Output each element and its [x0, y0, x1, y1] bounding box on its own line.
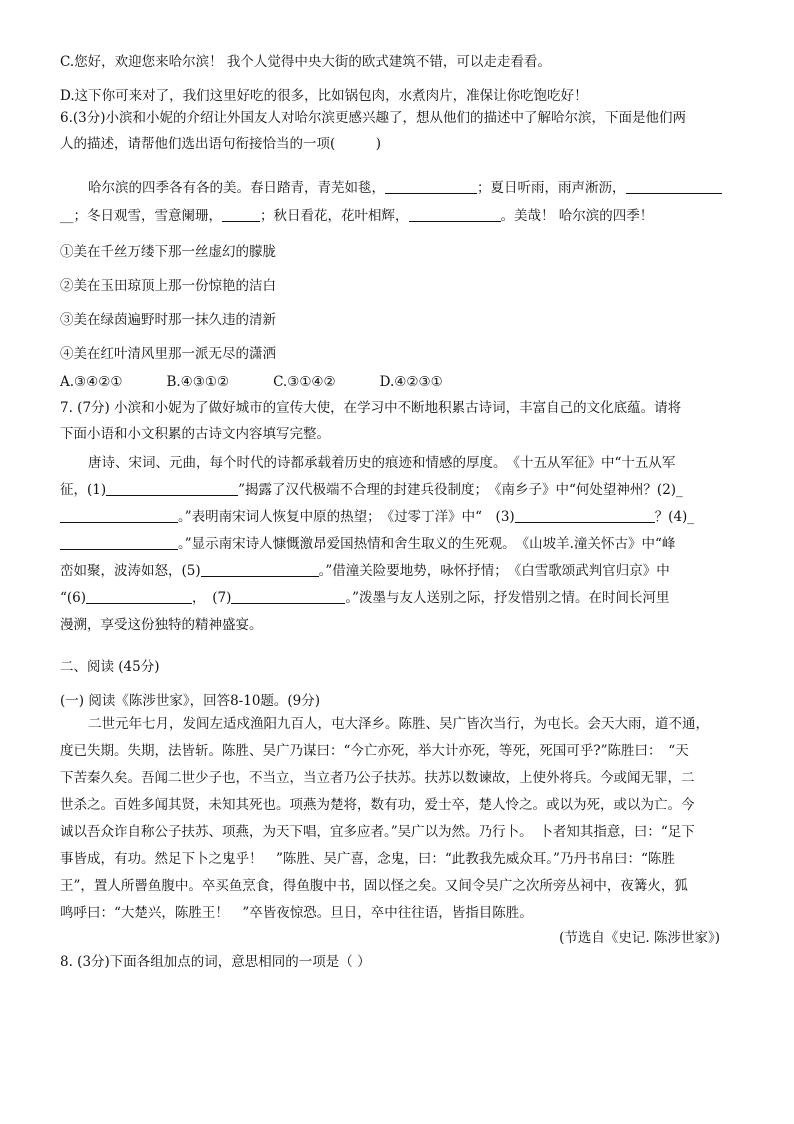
passage-line: 事皆成，有功。然足下卜之鬼乎！ ”陈胜、吴广喜，念鬼，曰：“此教我先威众耳。”乃丹书帛曰：“陈胜: [60, 851, 675, 867]
q7-blank-4[interactable]: [60, 535, 178, 550]
q7-text: 。”泼墨与友人送别之际，抒发惜别之情。在时间长河里: [345, 590, 670, 606]
q7-blank-7[interactable]: [231, 589, 345, 604]
q6-item-4: ④美在红叶清风里那一派无尽的潇洒: [60, 346, 276, 362]
q7-text-line-7: 漫溯，享受这份独特的精神盛宴。: [60, 617, 263, 633]
q6-item-1: ①美在千丝万缕下那一丝虚幻的朦胧: [60, 244, 276, 260]
q6-passage-text: 。美哉！ 哈尔滨的四季！: [500, 208, 654, 224]
passage-line: 世杀之。百姓多闻其贤，未知其死也。项燕为楚将，数有功，爱士卒，楚人怜之。或以为死，或以为亡。今: [60, 797, 695, 813]
passage-line: 下苦秦久矣。吾闻二世少子也，不当立，当立者乃公子扶苏。扶苏以数谏故，上使外将兵。今或闻无罪，二: [60, 770, 695, 786]
q7-text: 。”借潼关险要地势，咏怀抒情； 《白雪歌颂武判官归京》中: [318, 563, 670, 579]
q7-text-line-2: [60, 480, 683, 500]
q6-item-2: ②美在玉田琼顶上那一份惊艳的洁白: [60, 278, 276, 294]
q7-blank-3[interactable]: [515, 508, 655, 523]
passage-line: 鸣呼曰：“大楚兴，陈胜王！ ”卒皆夜惊恐。旦日，卒中往往语，皆指目陈胜。: [60, 905, 533, 921]
q7-blank-6[interactable]: [86, 589, 192, 604]
q6-option-a[interactable]: A.③④②①: [60, 374, 123, 390]
q6-blank-3[interactable]: [222, 207, 260, 222]
q6-passage-line-1: [88, 178, 722, 198]
passage-source: (节选自《史记. 陈涉世家》): [559, 930, 720, 946]
q7-text-line-6: [60, 588, 670, 608]
q7-text-line-4: [60, 534, 675, 554]
q6-blank-2[interactable]: [626, 179, 722, 194]
q6-blank-4[interactable]: [409, 207, 501, 222]
q7-blank-5[interactable]: [201, 562, 319, 577]
q5-option-c: C.您好，欢迎您来哈尔滨！ 我个人觉得中央大街的欧式建筑不错，可以走走看看。: [60, 54, 551, 70]
q7-stem-line-2: 下面小语和小文积累的古诗文内容填写完整。: [60, 426, 330, 442]
q6-options: [60, 372, 487, 392]
passage-line: 度已失期。失期，法皆斩。陈胜、吴广乃谋曰：“今亡亦死，举大计亦死，等死，死国可乎?”陈胜曰： “天: [60, 743, 689, 759]
q6-stem-line-1: 6.(3分)小滨和小妮的介绍让外国友人对哈尔滨更感兴趣了，想从他们的描述中了解哈尔滨，下面是他们两: [60, 110, 687, 126]
reading-1-heading: (一) 阅读《陈涉世家》，回答8-10题。(9分): [60, 693, 321, 709]
q7-text-line-5: [60, 561, 670, 581]
q6-passage-text: ；秋日看花，花叶相辉，: [260, 208, 409, 224]
q6-passage-text: __；冬日观雪，雪意阑珊，: [60, 208, 222, 224]
q7-text: 峦如聚，波涛如怒，(5): [60, 563, 201, 579]
q6-passage-line-2: [60, 206, 653, 226]
q7-blank-2[interactable]: [60, 508, 178, 523]
q7-text: 征，(1): [60, 482, 107, 498]
q7-text: ？(4)_: [654, 509, 695, 525]
passage-line: 王”，置人所罾鱼腹中。卒买鱼烹食，得鱼腹中书，固以怪之矣。又间令吴广之次所旁丛祠中，夜篝火，狐: [60, 878, 688, 894]
passage-line: 二世元年七月，发闾左适戍渔阳九百人，屯大泽乡。陈胜、吴广皆次当行，为屯长。会天大雨，道不通，: [88, 716, 709, 732]
q7-stem-line-1: 7. (7分) 小滨和小妮为了做好城市的宣传大使，在学习中不断地积累古诗词，丰富自己的文化底蕴。请将: [60, 400, 682, 416]
q6-option-c[interactable]: C.③①④②: [273, 374, 336, 390]
q6-passage-text: ；夏日听雨，雨声淅沥，: [477, 180, 626, 196]
q7-text-line-1: 唐诗、宋词、元曲，每个时代的诗都承载着历史的痕迹和情感的厚度。 《十五从军征》中“十五从军: [88, 455, 676, 471]
q6-passage-text: 哈尔滨的四季各有各的美。春日踏青，青芜如毯，: [88, 180, 385, 196]
q6-blank-1[interactable]: [385, 179, 477, 194]
q6-option-d[interactable]: D.④②③①: [379, 374, 443, 390]
section-2-title: 二、阅读 (45分): [60, 659, 160, 675]
q7-text: ， (7): [192, 590, 232, 606]
q7-text-line-3: [60, 507, 694, 527]
q7-blank-1[interactable]: [106, 481, 238, 496]
q7-text: 。”表明南宋词人恢复中原的热望； 《过零丁洋》中“ (3): [178, 509, 515, 525]
q7-text: ”揭露了汉代极端不合理的封建兵役制度； 《南乡子》中“何处望神州？(2)_: [238, 482, 683, 498]
q8-stem: 8. (3分)下面各组加点的词，意思相同的一项是（ ）: [60, 954, 371, 970]
q6-stem-line-2: 人的描述，请帮他们选出语句衔接恰当的一项( ): [60, 136, 382, 152]
q6-option-b[interactable]: B.④③①②: [166, 374, 230, 390]
q5-option-d: D.这下你可来对了，我们这里好吃的很多，比如锅包肉，水煮肉片，准保让你吃饱吃好！: [60, 88, 588, 104]
q6-item-3: ③美在绿茵遍野时那一抹久违的清新: [60, 312, 276, 328]
q7-text: 。”显示南宋诗人慷慨激昂爱国热情和舍生取义的生死观。 《山坡羊.潼关怀古》中“峰: [178, 536, 676, 552]
q7-text: “(6): [60, 590, 87, 606]
passage-line: 诚以吾众诈自称公子扶苏、项燕，为天下唱，宜多应者。”吴广以为然。乃行卜。 卜者知其指意，曰：“足下: [60, 824, 695, 840]
